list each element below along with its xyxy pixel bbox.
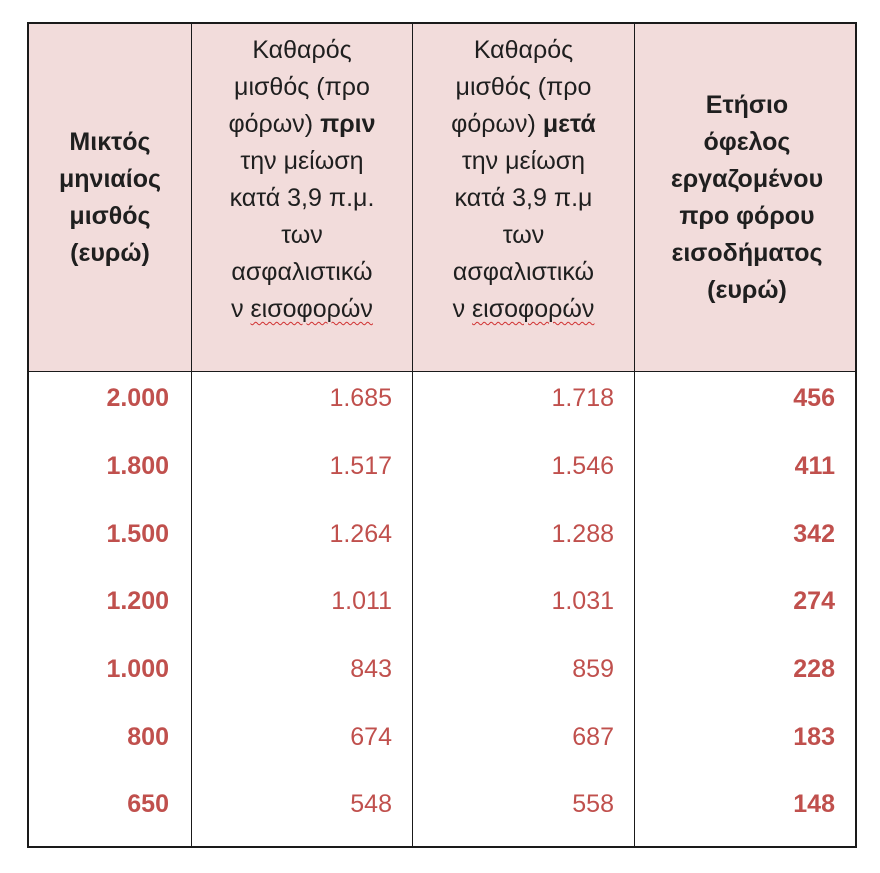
- net-before-cell: 1.685: [329, 384, 392, 412]
- header-text: εργαζομένου: [670, 164, 824, 193]
- net-before-cell: 1.011: [331, 587, 392, 615]
- gross-salary-cell: 1.800: [106, 452, 169, 480]
- header-text: των: [502, 221, 545, 249]
- header-text: κατά 3,9 π.μ: [454, 184, 593, 212]
- table-body: [29, 372, 855, 846]
- header-text: (ευρώ): [70, 238, 150, 267]
- table-row: [29, 514, 855, 554]
- header-text: των: [281, 221, 323, 249]
- gross-salary-cell: 2.000: [106, 384, 169, 412]
- net-before-cell: 843: [350, 655, 392, 683]
- net-after-cell: 859: [572, 655, 614, 683]
- header-text: Ετήσιο: [705, 90, 789, 119]
- header-text: ν: [452, 295, 473, 323]
- net-after-cell: 1.288: [551, 520, 614, 548]
- net-before-cell: 674: [350, 723, 392, 751]
- spellcheck-underlined-word: εισοφορών: [472, 295, 595, 323]
- annual-benefit-cell: 411: [794, 452, 835, 480]
- gross-salary-cell: 1.500: [106, 520, 169, 548]
- annual-benefit-cell: 228: [793, 655, 835, 683]
- header-cell-annual-benefit: [634, 24, 859, 371]
- gross-salary-cell: 1.000: [106, 655, 169, 683]
- annual-benefit-cell: 183: [793, 723, 835, 751]
- annual-benefit-cell: 342: [793, 520, 835, 548]
- header-text: εισοδήματος: [671, 238, 823, 267]
- header-emphasis: πριν: [320, 110, 376, 138]
- header-text: Μικτός: [69, 127, 151, 156]
- header-text: όφελος: [703, 127, 791, 156]
- header-text: ν: [231, 295, 251, 323]
- header-cell-gross-salary: [29, 24, 191, 371]
- table-row: [29, 378, 855, 418]
- net-before-cell: 1.517: [329, 452, 392, 480]
- header-text: ασφαλιστικώ: [452, 258, 595, 286]
- header-text: μισθός (προ: [234, 73, 370, 101]
- header-text: μισθός (προ: [455, 73, 592, 101]
- net-before-cell: 548: [350, 790, 392, 818]
- header-text: την μείωση: [461, 147, 586, 175]
- header-text: φόρων): [228, 110, 321, 138]
- net-after-cell: 1.718: [551, 384, 614, 412]
- header-text: Καθαρός: [252, 36, 352, 64]
- table-row: [29, 581, 855, 621]
- header-emphasis: μετά: [542, 110, 596, 138]
- gross-salary-cell: 1.200: [106, 587, 169, 615]
- header-text: κατά 3,9 π.μ.: [229, 184, 375, 212]
- header-text: προ φόρου: [679, 201, 815, 230]
- header-text: την μείωση: [240, 147, 364, 175]
- header-text: φόρων): [451, 110, 543, 138]
- header-text: Καθαρός: [473, 36, 574, 64]
- spellcheck-underlined-word: εισοφορών: [250, 295, 373, 323]
- header-text: μισθός: [69, 201, 151, 230]
- table-row: [29, 717, 855, 757]
- table-row: [29, 446, 855, 486]
- salary-comparison-table: [27, 22, 857, 848]
- net-after-cell: 687: [572, 723, 614, 751]
- gross-salary-cell: 800: [127, 723, 169, 751]
- annual-benefit-cell: 456: [793, 384, 835, 412]
- header-text: (ευρώ): [707, 275, 787, 304]
- header-cell-net-after: [412, 24, 634, 371]
- net-after-cell: 1.031: [551, 587, 614, 615]
- annual-benefit-cell: 274: [793, 587, 835, 615]
- gross-salary-cell: 650: [127, 790, 169, 818]
- header-cell-net-before: [191, 24, 412, 371]
- table-header-row: [29, 24, 855, 372]
- table-row: [29, 784, 855, 824]
- header-text: μηνιαίος: [58, 164, 161, 193]
- net-after-cell: 558: [572, 790, 614, 818]
- table-row: [29, 649, 855, 689]
- annual-benefit-cell: 148: [793, 790, 835, 818]
- net-before-cell: 1.264: [329, 520, 392, 548]
- header-text: ασφαλιστικώ: [231, 258, 373, 286]
- net-after-cell: 1.546: [551, 452, 614, 480]
